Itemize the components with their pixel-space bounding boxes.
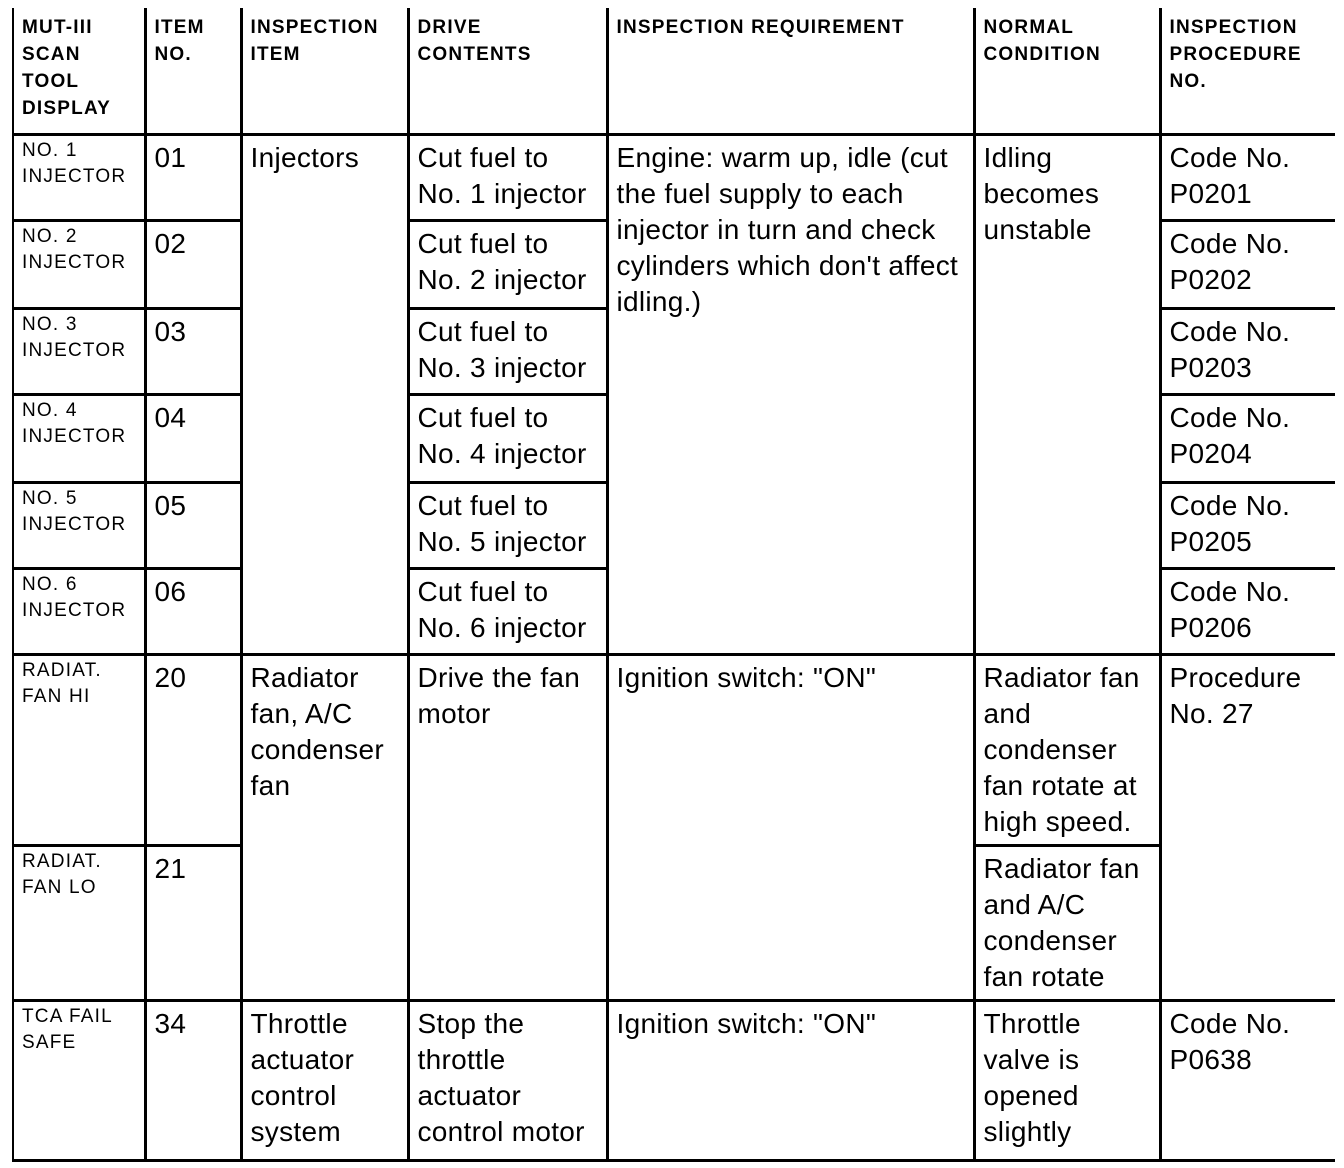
header-row <box>13 8 1335 134</box>
header-procedure-no: INSPECTION PROCEDURE NO. <box>1160 8 1335 134</box>
item-no-cell: 01 <box>145 134 241 220</box>
item-no-cell: 03 <box>145 308 241 394</box>
scan-display-cell: RADIAT. FAN LO <box>13 845 145 1000</box>
normal-condition-cell: Radiator fan and condenser fan rotate at high speed. <box>974 654 1160 845</box>
procedure-no-cell: Code No. P0202 <box>1160 220 1335 308</box>
inspection-item-cell: Radiator fan, A/C condenser fan <box>241 654 408 1000</box>
item-no-cell: 04 <box>145 394 241 482</box>
item-no-cell: 21 <box>145 845 241 1000</box>
table-row <box>13 654 1335 845</box>
procedure-no-cell: Code No. P0206 <box>1160 568 1335 654</box>
table-row <box>13 1000 1335 1160</box>
item-no-cell: 20 <box>145 654 241 845</box>
normal-condition-cell: Idling becomes unstable <box>974 134 1160 654</box>
procedure-no-cell: Code No. P0638 <box>1160 1000 1335 1160</box>
inspection-item-cell: Throttle actuator control system <box>241 1000 408 1160</box>
item-no-cell: 34 <box>145 1000 241 1160</box>
scan-display-cell: TCA FAIL SAFE <box>13 1000 145 1160</box>
drive-contents-cell: Cut fuel to No. 6 injector <box>408 568 607 654</box>
scan-display-cell: RADIAT. FAN HI <box>13 654 145 845</box>
inspection-table <box>12 8 1335 1162</box>
item-no-cell: 06 <box>145 568 241 654</box>
normal-condition-cell: Radiator fan and A/C condenser fan rotate <box>974 845 1160 1000</box>
scan-display-cell: NO. 2 INJECTOR <box>13 220 145 308</box>
inspection-requirement-cell: Ignition switch: "ON" <box>607 1000 974 1160</box>
header-drive-contents: DRIVE CONTENTS <box>408 8 607 134</box>
drive-contents-cell: Cut fuel to No. 4 injector <box>408 394 607 482</box>
scan-display-cell: NO. 5 INJECTOR <box>13 482 145 568</box>
drive-contents-cell: Cut fuel to No. 2 injector <box>408 220 607 308</box>
header-normal-condition: NORMAL CONDITION <box>974 8 1160 134</box>
procedure-no-cell: Code No. P0201 <box>1160 134 1335 220</box>
procedure-no-cell: Procedure No. 27 <box>1160 654 1335 1000</box>
item-no-cell: 02 <box>145 220 241 308</box>
drive-contents-cell: Drive the fan motor <box>408 654 607 1000</box>
drive-contents-cell: Stop the throttle actuator control motor <box>408 1000 607 1160</box>
drive-contents-cell: Cut fuel to No. 3 injector <box>408 308 607 394</box>
table-row <box>13 134 1335 220</box>
inspection-item-cell: Injectors <box>241 134 408 654</box>
scan-display-cell: NO. 6 INJECTOR <box>13 568 145 654</box>
header-item-no: ITEM NO. <box>145 8 241 134</box>
drive-contents-cell: Cut fuel to No. 5 injector <box>408 482 607 568</box>
scan-display-cell: NO. 1 INJECTOR <box>13 134 145 220</box>
scan-display-cell: NO. 4 INJECTOR <box>13 394 145 482</box>
inspection-requirement-cell: Engine: warm up, idle (cut the fuel supply to each injector in turn and check cylinders which don't affect idling.) <box>607 134 974 654</box>
procedure-no-cell: Code No. P0204 <box>1160 394 1335 482</box>
normal-condition-cell: Throttle valve is opened slightly <box>974 1000 1160 1160</box>
inspection-requirement-cell: Ignition switch: "ON" <box>607 654 974 1000</box>
item-no-cell: 05 <box>145 482 241 568</box>
header-inspection-requirement: INSPECTION REQUIREMENT <box>607 8 974 134</box>
procedure-no-cell: Code No. P0203 <box>1160 308 1335 394</box>
header-inspection-item: INSPECTION ITEM <box>241 8 408 134</box>
procedure-no-cell: Code No. P0205 <box>1160 482 1335 568</box>
header-scan-tool-display: MUT-III SCAN TOOL DISPLAY <box>13 8 145 134</box>
drive-contents-cell: Cut fuel to No. 1 injector <box>408 134 607 220</box>
scan-display-cell: NO. 3 INJECTOR <box>13 308 145 394</box>
